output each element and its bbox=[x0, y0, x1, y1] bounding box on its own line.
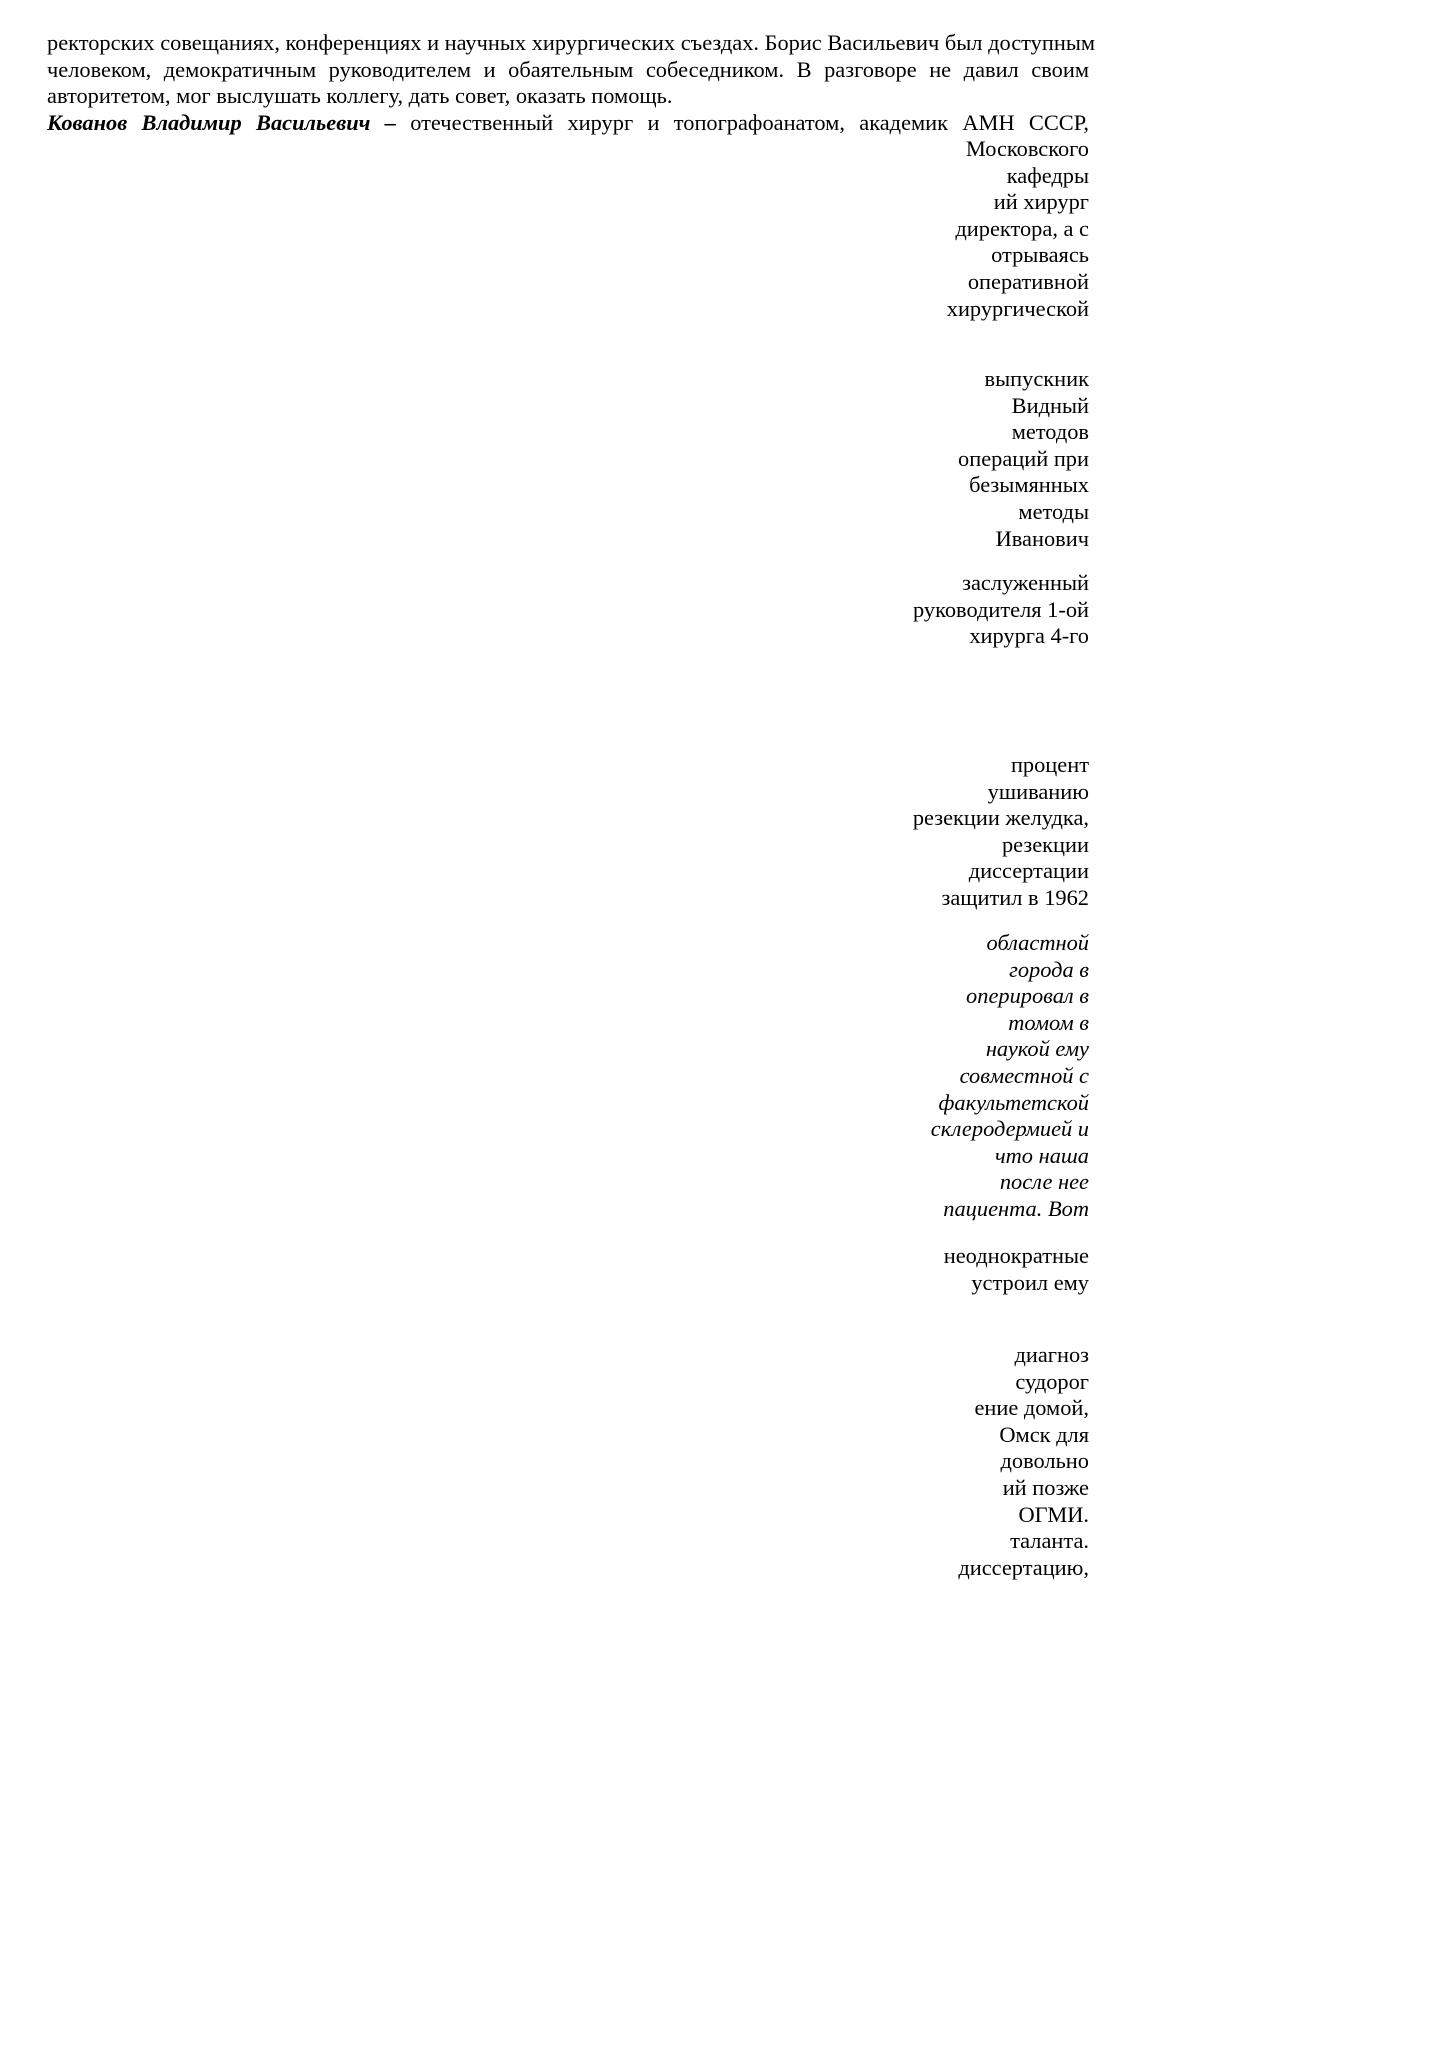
text-fragment: таланта. bbox=[1010, 1528, 1089, 1554]
text-fragment: отрываясь bbox=[991, 242, 1089, 268]
text-fragment: процент bbox=[1010, 752, 1089, 777]
right-fragments-group-3 bbox=[47, 570, 1089, 650]
text-fragment: города в bbox=[1009, 956, 1089, 982]
text-fragment: Московского bbox=[965, 136, 1089, 161]
right-fragments-group-5 bbox=[47, 930, 1089, 1223]
text-fragment: безымянных bbox=[969, 472, 1089, 498]
text-fragment: директора, а с bbox=[955, 215, 1089, 241]
person-name: Кованов Владимир Васильевич – bbox=[47, 109, 396, 135]
text-fragment: ий позже bbox=[1002, 1474, 1089, 1500]
text-fragment: томом в bbox=[1008, 1009, 1089, 1035]
text-fragment: Иванович bbox=[995, 525, 1089, 551]
text-fragment: факультетской bbox=[938, 1089, 1089, 1115]
text-fragment: ение домой, bbox=[974, 1395, 1089, 1421]
text-fragment: пациента. Вот bbox=[943, 1195, 1089, 1221]
text-fragment: совместной с bbox=[959, 1062, 1089, 1088]
text-fragment: что наша bbox=[994, 1142, 1089, 1168]
text-fragment: хирургической bbox=[946, 295, 1089, 321]
text-fragment: судорог bbox=[1015, 1368, 1089, 1394]
right-fragments-group-4 bbox=[47, 752, 1089, 912]
text-fragment: операций при bbox=[958, 445, 1089, 471]
text-fragment: резекции желудка, bbox=[912, 805, 1089, 831]
text-fragment: оперировал в bbox=[966, 983, 1089, 1009]
text-fragment: устроил ему bbox=[971, 1269, 1089, 1295]
right-fragments-group-6 bbox=[47, 1243, 1089, 1296]
text-line: человеком, демократичным руководителем и обаятельным собеседником. В разговоре не давил своим bbox=[47, 56, 1089, 82]
text-line: ректорских совещаниях, конференциях и научных хирургических съездах. Борис Васильевич был доступным bbox=[47, 30, 1096, 55]
text-fragment: склеродермией и bbox=[930, 1116, 1089, 1142]
right-fragments-group-7 bbox=[47, 1342, 1089, 1581]
text-fragment: кафедры bbox=[1006, 162, 1089, 188]
intro-paragraph bbox=[47, 30, 1096, 136]
text-fragment: заслуженный bbox=[962, 570, 1089, 595]
text-fragment: ушиванию bbox=[987, 778, 1089, 804]
text-fragment: диссертацию, bbox=[958, 1554, 1089, 1580]
text-fragment: наукой ему bbox=[985, 1036, 1089, 1062]
text-fragment: защитил в 1962 bbox=[941, 884, 1089, 910]
text-fragment: выпускник bbox=[984, 366, 1089, 391]
text-fragment: Омск для bbox=[999, 1421, 1089, 1447]
text-fragment: ий хирург bbox=[993, 189, 1089, 215]
text-fragment: после нее bbox=[999, 1169, 1089, 1195]
text-fragment: неоднократные bbox=[943, 1243, 1089, 1268]
right-fragments-group-2 bbox=[47, 366, 1089, 552]
text-fragment: оперативной bbox=[967, 268, 1089, 294]
text-line: авторитетом, мог выслушать коллегу, дать совет, оказать помощь. bbox=[47, 83, 673, 109]
text-fragment: резекции bbox=[1001, 831, 1089, 857]
kovanov-paragraph-start bbox=[47, 110, 1089, 137]
text-fragment: методы bbox=[1018, 498, 1089, 524]
text-fragment: областной bbox=[986, 930, 1089, 955]
text-fragment: руководителя 1-ой bbox=[913, 596, 1089, 622]
text-fragment: ОГМИ. bbox=[1018, 1501, 1089, 1527]
document-page bbox=[47, 30, 1096, 1580]
text-fragment: диссертации bbox=[968, 858, 1089, 884]
text-line: отечественный хирург и топографоанатом, академик АМН СССР, bbox=[395, 109, 1089, 135]
text-fragment: Видный bbox=[1011, 392, 1089, 418]
text-fragment: довольно bbox=[1000, 1448, 1089, 1474]
text-fragment: диагноз bbox=[1014, 1342, 1089, 1367]
text-fragment: хирурга 4-го bbox=[969, 623, 1089, 649]
text-fragment: методов bbox=[1011, 419, 1089, 445]
right-fragments-group-1 bbox=[47, 136, 1089, 322]
